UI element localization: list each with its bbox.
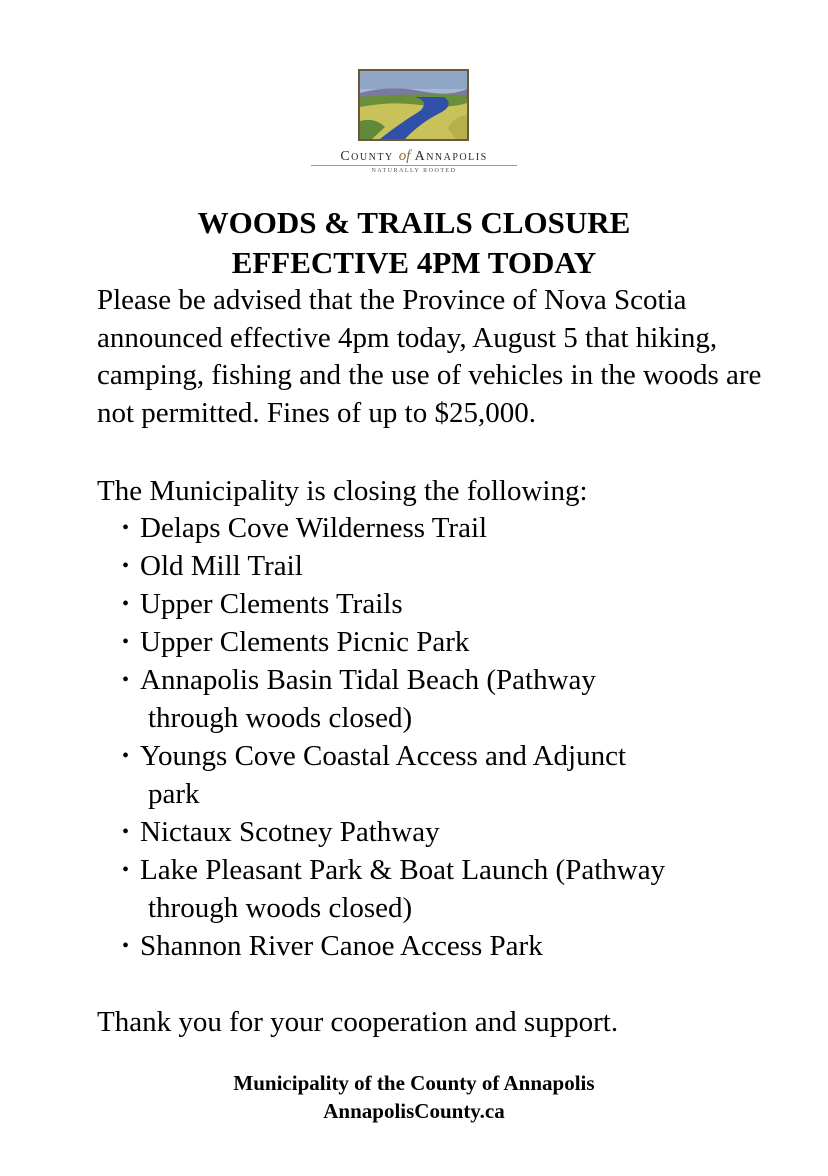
county-logo (283, 44, 545, 194)
closure-item-text: Shannon River Canoe Access Park (140, 930, 543, 962)
river-landscape-icon (360, 71, 467, 139)
closure-list (122, 509, 802, 965)
landscape-logo-image (358, 69, 469, 141)
closure-item-continuation: park (148, 778, 200, 810)
closure-item (122, 851, 802, 927)
closure-item-text: Annapolis Basin Tidal Beach (Pathway (140, 664, 596, 696)
bullet-icon: • (122, 631, 130, 653)
logo-wordmark: County of Annapolis (340, 148, 488, 164)
bullet-icon: • (122, 593, 130, 615)
closure-item-text: Upper Clements Picnic Park (140, 626, 470, 658)
closure-item-text: Delaps Cove Wilderness Trail (140, 512, 488, 544)
closure-item (122, 927, 802, 965)
logo-tagline: NATURALLY ROOTED (371, 168, 457, 174)
bullet-icon: • (122, 935, 130, 957)
closure-item-text: Upper Clements Trails (140, 588, 403, 620)
closure-item-text: Old Mill Trail (140, 550, 303, 582)
closure-item-continuation: through woods closed) (148, 702, 413, 734)
thanks-message: Thank you for your cooperation and support. (97, 1006, 619, 1038)
closure-item (122, 661, 802, 737)
closure-item-text: Youngs Cove Coastal Access and Adjunct (140, 740, 627, 772)
closure-item (122, 737, 802, 813)
closure-item (122, 585, 802, 623)
footer-organization: Municipality of the County of Annapolis (233, 1071, 595, 1095)
logo-divider (311, 165, 517, 166)
bullet-icon: • (122, 555, 130, 577)
bullet-icon: • (122, 821, 130, 843)
footer-website: AnnapolisCounty.ca (323, 1099, 505, 1123)
intro-paragraph: Please be advised that the Province of Nova Scotia announced effective 4pm today, August 5 that hiking, camping, fishing and the use of vehicles in the woods are not permitted. Fines of up to $25,000. (97, 284, 762, 429)
bullet-icon: • (122, 745, 130, 767)
closure-item (122, 623, 802, 661)
closure-heading: WOODS & TRAILS CLOSURE (197, 205, 631, 240)
bullet-icon: • (122, 517, 130, 539)
closure-item (122, 509, 802, 547)
list-intro: The Municipality is closing the following: (97, 475, 588, 507)
closure-item-text: Nictaux Scotney Pathway (140, 816, 440, 848)
closure-item (122, 547, 802, 585)
closure-item-text: Lake Pleasant Park & Boat Launch (Pathway (140, 854, 666, 886)
bullet-icon: • (122, 669, 130, 691)
effective-heading: EFFECTIVE 4PM TODAY (231, 245, 597, 280)
closure-item-continuation: through woods closed) (148, 892, 413, 924)
bullet-icon: • (122, 859, 130, 881)
closure-item (122, 813, 802, 851)
